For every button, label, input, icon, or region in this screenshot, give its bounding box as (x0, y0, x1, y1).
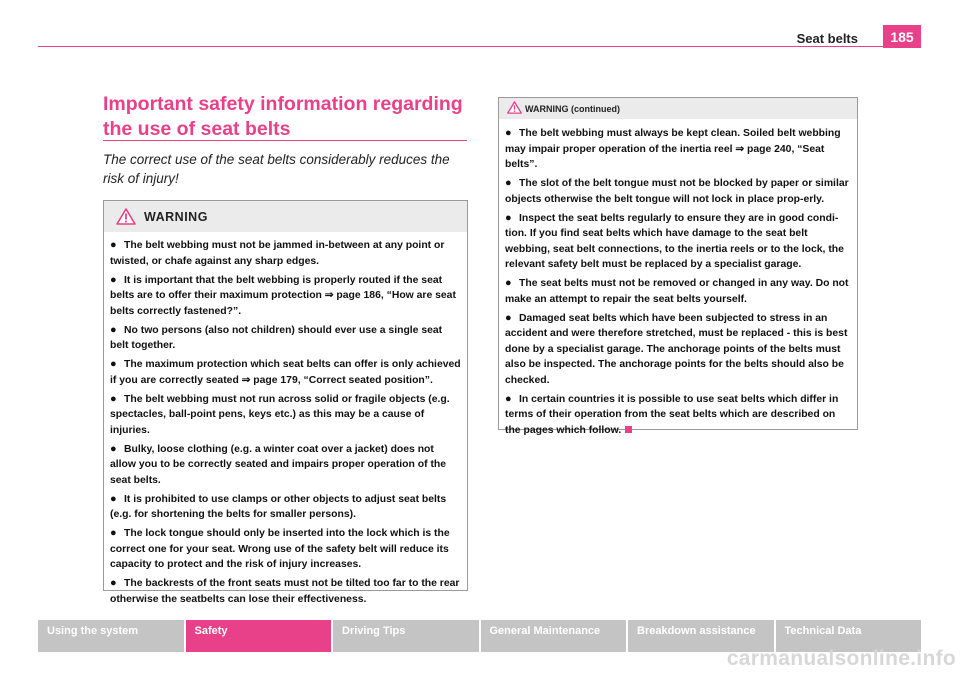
warning-triangle-icon (116, 208, 136, 228)
warning-continued-title: WARNING (continued) (525, 104, 620, 114)
list-item: ● Damaged seat belts which have been subjected to stress in an accident and were therefore stretched, must be replaced - this is best done by a specialist garage. The anchorage points of the belts must also be inspected. The anchorage points for the belts should also be checked. (505, 311, 848, 386)
bullet-icon: ● (505, 177, 512, 190)
list-item: ● It is prohibited to use clamps or other objects to adjust seat belts (e.g. for shortening the belts for smaller persons). (110, 492, 447, 520)
warning-list-continued (499, 119, 857, 438)
bullet-icon: ● (110, 577, 117, 589)
bullet-icon: ● (110, 442, 117, 455)
bullet-icon: ● (505, 127, 512, 139)
warning-box-continued (498, 97, 858, 436)
bullet-icon: ● (110, 492, 117, 505)
bullet-icon: ● (110, 358, 117, 370)
bullet-icon: ● (505, 211, 512, 224)
tab-driving-tips[interactable]: Driving Tips (333, 620, 479, 652)
bullet-icon: ● (505, 277, 512, 290)
list-item: ● The belt webbing must always be kept clean. Soiled belt webbing may impair proper operation of the inertia reel ⇒ page 240, “Seat belts”. (505, 127, 841, 170)
section-title: Seat belts (796, 31, 858, 46)
warning-title: WARNING (144, 210, 208, 224)
bullet-icon: ● (505, 392, 512, 405)
list-item: ● The backrests of the front seats must not be tilted too far to the rear otherwise the seatbelts can lose their effectiveness. (110, 577, 460, 605)
list-item: ● The belt webbing must not be jammed in-between at any point or twisted, or chafe against any sharp edges. (110, 239, 445, 267)
tab-general-maintenance[interactable]: General Maintenance (481, 620, 627, 652)
tab-safety[interactable]: Safety (186, 620, 332, 652)
list-item: ● The slot of the belt tongue must not be blocked by paper or similar objects otherwise the belt tongue will not lock in place prop-erly. (505, 177, 849, 205)
page-number-badge: 185 (883, 25, 921, 48)
bullet-icon: ● (110, 273, 117, 286)
list-item: ● Inspect the seat belts regularly to ensure they are in good condi-tion. If you find seat belts which have damage to the seat belt webbing, seat belt connections, to the inertia reels or to the lock, the relevant safety belt must be replaced by a specialist garage. (505, 211, 844, 271)
bullet-icon: ● (110, 527, 117, 539)
intro-text: The correct use of the seat belts considerably reduces the risk of injury! (103, 152, 450, 186)
list-item: ● In certain countries it is possible to use seat belts which differ in terms of their operation from the seat belts which are described on the pages which follow. (505, 392, 839, 436)
tab-technical-data[interactable]: Technical Data (776, 620, 922, 652)
warning-list-main (104, 232, 467, 607)
bullet-icon: ● (110, 239, 117, 251)
heading-rule (103, 140, 467, 141)
list-item: ● The maximum protection which seat belts can offer is only achieved if you are correctly seated ⇒ page 179, “Correct seated position”. (110, 358, 461, 386)
watermark: carmanualsonline.info (726, 647, 956, 670)
list-item: ● It is important that the belt webbing is properly routed if the seat belts are to offer their maximum protection ⇒ page 186, “How are seat belts correctly fastened?”. (110, 273, 456, 317)
bullet-icon: ● (110, 392, 117, 405)
page-heading: Important safety information regarding the use of seat belts (103, 93, 463, 140)
warning-box-main (103, 200, 468, 605)
list-item: ● The seat belts must not be removed or changed in any way. Do not make an attempt to repair the seat belts yourself. (505, 277, 849, 305)
bullet-icon: ● (505, 311, 512, 324)
list-item: ● No two persons (also not children) should ever use a single seat belt together. (110, 323, 443, 351)
tab-breakdown-assistance[interactable]: Breakdown assistance (628, 620, 774, 652)
list-item: ● The lock tongue should only be inserted into the lock which is the correct one for your seat. Wrong use of the safety belt will reduce its capacity to protect and the risk of injury increases. (110, 527, 450, 570)
header-divider (38, 46, 921, 47)
tab-using-the-system[interactable]: Using the system (38, 620, 184, 652)
list-item: ● The belt webbing must not run across solid or fragile objects (e.g. spectacles, ball-point pens, keys etc.) as this may be a cause of injuries. (110, 392, 450, 436)
list-item: ● Bulky, loose clothing (e.g. a winter coat over a jacket) does not allow you to be correctly seated and impairs proper operation of the seat belts. (110, 442, 447, 486)
warning-header (104, 201, 467, 232)
end-of-section-icon (625, 426, 632, 433)
warning-triangle-icon (507, 101, 522, 116)
warning-continued-header (499, 98, 857, 119)
bullet-icon: ● (110, 323, 117, 336)
